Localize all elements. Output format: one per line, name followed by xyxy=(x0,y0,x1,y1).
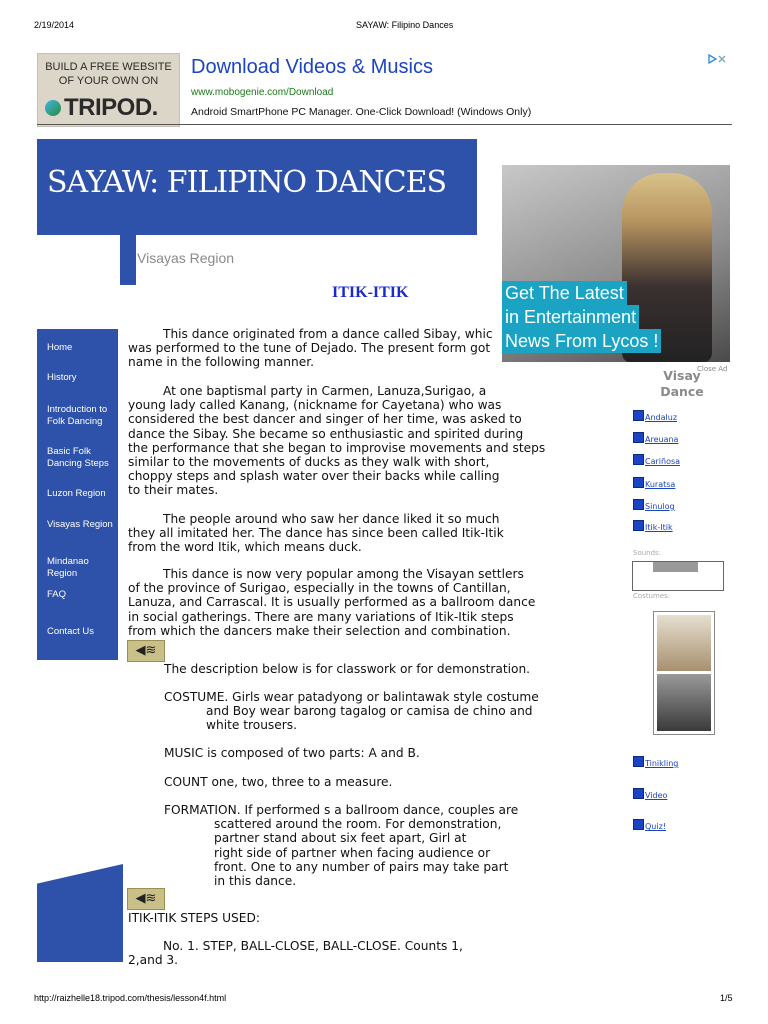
text-line: FORMATION. If performed s a ballroom dance, couples are xyxy=(164,803,519,817)
text-line: similar to the movements of ducks as they walk with short, xyxy=(128,455,490,470)
audio-player[interactable] xyxy=(632,561,724,591)
print-page-number: 1/5 xyxy=(720,993,733,1003)
site-title: SAYAW: FILIPINO DANCES xyxy=(47,165,447,200)
text-line: No. 1. STEP, BALL-CLOSE, BALL-CLOSE. Counts 1, xyxy=(163,939,463,953)
paragraph-popularity xyxy=(128,567,558,638)
text-line: considered the best dancer and singer of her time, was asked to xyxy=(128,412,522,427)
text-line: partner stand about six feet apart, Girl at xyxy=(214,831,467,846)
step-one xyxy=(128,939,558,967)
text-line: 2,and 3. xyxy=(128,953,179,968)
tripod-ad-line1: BUILD A FREE WEBSITE xyxy=(45,61,172,73)
speaker-icon[interactable]: ◀︎≋ xyxy=(127,888,165,910)
print-title: SAYAW: Filipino Dances xyxy=(356,20,454,30)
link-icon xyxy=(633,477,644,488)
link-label: Itik-Itik xyxy=(645,523,673,532)
decorative-corner xyxy=(37,864,123,962)
formation-section xyxy=(164,803,564,888)
link-video[interactable] xyxy=(633,788,667,800)
site-header xyxy=(37,139,477,235)
link-kuratsa[interactable] xyxy=(633,477,675,489)
steps-title: ITIK-ITIK STEPS USED: xyxy=(128,911,260,925)
text-line: in this dance. xyxy=(214,874,297,889)
lycos-ad-line: in Entertainment xyxy=(502,305,639,329)
tripod-ad-line2: OF YOUR OWN ON xyxy=(58,75,159,87)
link-label: Tinikling xyxy=(645,759,679,768)
link-icon xyxy=(633,499,644,510)
link-icon xyxy=(633,432,644,443)
link-sinulog[interactable] xyxy=(633,499,675,511)
text-line: The people around who saw her dance liked it so much xyxy=(163,512,500,526)
link-itik-itik[interactable] xyxy=(633,520,673,532)
tripod-ad-text xyxy=(38,60,179,88)
adchoices-icon[interactable] xyxy=(707,53,727,68)
text-line: At one baptismal party in Carmen, Lanuza,Surigao, a xyxy=(163,384,487,398)
link-icon xyxy=(633,756,644,767)
link-icon xyxy=(633,410,644,421)
text-line: to their mates. xyxy=(128,483,219,498)
ad-description: Android SmartPhone PC Manager. One-Click Download! (Windows Only) xyxy=(191,106,532,118)
link-label: Sinulog xyxy=(645,502,675,511)
text-line: scattered around the room. For demonstration, xyxy=(214,817,502,832)
text-line: they all imitated her. The dance has since been called Itik-Itik xyxy=(128,526,504,541)
print-url: http://raizhelle18.tripod.com/thesis/lesson4f.html xyxy=(34,993,227,1003)
nav-item-mindanao[interactable]: Mindanao Region xyxy=(47,556,89,579)
text-line: This dance is now very popular among the Visayan settlers xyxy=(163,567,524,581)
right-heading-line2: Dance xyxy=(660,384,704,399)
nav-item-basic-steps[interactable]: Basic Folk Dancing Steps xyxy=(47,446,109,469)
link-tinikling[interactable] xyxy=(633,756,678,768)
tripod-logo: TRIPOD. xyxy=(64,94,158,121)
ad-title-link[interactable]: Download Videos & Musics xyxy=(191,56,433,78)
link-label: Video xyxy=(645,791,668,800)
description-note: The description below is for classwork or for demonstration. xyxy=(164,662,531,676)
sounds-label: Sounds: xyxy=(633,549,662,557)
link-icon xyxy=(633,819,644,830)
link-label: Andaluz xyxy=(645,413,678,422)
link-carinosa[interactable] xyxy=(633,454,680,466)
lycos-ad-text xyxy=(502,281,662,353)
lycos-ad[interactable] xyxy=(502,165,730,362)
right-column-heading xyxy=(650,368,714,400)
text-line: was performed to the tune of Dejado. The present form got xyxy=(128,341,491,356)
nav-item-visayas[interactable]: Visayas Region xyxy=(47,519,113,530)
text-line: dance the Sibay. She became so enthusiastic and spirited during xyxy=(128,426,524,441)
text-line: COSTUME. Girls wear patadyong or balintawak style costume xyxy=(164,690,539,704)
link-icon xyxy=(633,454,644,465)
text-line: from the word Itik, which means duck. xyxy=(128,540,362,555)
link-label: Quiz! xyxy=(645,822,666,831)
nav-item-history[interactable]: History xyxy=(47,372,77,383)
sidebar-nav xyxy=(37,329,118,660)
link-label: Cariñosa xyxy=(645,457,681,466)
nav-item-contact[interactable]: Contact Us xyxy=(47,626,94,637)
text-line: of the province of Surigao, especially in the towns of Cantillan, xyxy=(128,581,511,596)
text-line: name in the following manner. xyxy=(128,355,315,370)
music-section: MUSIC is composed of two parts: A and B. xyxy=(164,746,420,760)
text-line: front. One to any number of pairs may take part xyxy=(214,859,509,874)
text-line: the performance that she began to improvise movements and steps xyxy=(128,440,546,455)
link-quiz[interactable] xyxy=(633,819,666,831)
link-icon xyxy=(633,788,644,799)
page-title: ITIK-ITIK xyxy=(332,284,409,301)
link-label: Areuana xyxy=(645,435,679,444)
ad-url[interactable]: www.mobogenie.com/Download xyxy=(191,87,334,98)
header-notch xyxy=(120,235,136,285)
text-line: choppy steps and splash water over their backs while calling xyxy=(128,469,500,484)
paragraph-origin xyxy=(128,327,558,370)
nav-item-faq[interactable]: FAQ xyxy=(47,589,67,600)
paragraph-kanang xyxy=(128,384,558,498)
link-areuana[interactable] xyxy=(633,432,678,444)
region-label: Visayas Region xyxy=(137,250,235,266)
costume-gallery xyxy=(653,611,715,735)
costumes-label: Costumes: xyxy=(633,592,671,600)
costume-photo-barong[interactable] xyxy=(657,615,711,671)
costume-section xyxy=(164,690,564,733)
link-andaluz[interactable] xyxy=(633,410,677,422)
link-icon xyxy=(633,520,644,531)
ad-divider xyxy=(37,124,732,125)
text-line: white trousers. xyxy=(206,718,298,733)
right-heading-line1: Visay xyxy=(663,368,701,383)
tripod-logo-icon xyxy=(45,100,61,116)
text-line: and Boy wear barong tagalog or camisa de chino and xyxy=(206,704,533,719)
text-line: young lady called Kanang, (nickname for Cayetana) who was xyxy=(128,398,502,413)
tripod-ad-banner[interactable] xyxy=(37,53,180,127)
text-line: in social gatherings. There are many variations of Itik-Itik steps xyxy=(128,609,514,624)
lycos-ad-line: News From Lycos ! xyxy=(502,329,661,353)
paragraph-imitation xyxy=(128,512,558,555)
nav-item-introduction[interactable]: Introduction to Folk Dancing xyxy=(47,404,108,427)
audio-player-control[interactable] xyxy=(653,562,698,572)
link-label: Kuratsa xyxy=(645,480,676,489)
print-date: 2/19/2014 xyxy=(34,20,75,30)
text-line: Lanuza, and Carrascal. It is usually performed as a ballroom dance xyxy=(128,595,536,610)
nav-item-home[interactable]: Home xyxy=(47,342,73,353)
speaker-icon[interactable]: ◀︎≋ xyxy=(127,640,165,662)
text-line: from which the dancers make their selection and combination. xyxy=(128,623,511,638)
close-ad-button[interactable]: Close Ad xyxy=(697,365,728,373)
costume-photo-dancers[interactable] xyxy=(657,674,711,731)
text-line: right side of partner when facing audience or xyxy=(214,845,491,860)
text-line: This dance originated from a dance called Sibay, whic xyxy=(163,327,493,341)
lycos-ad-line: Get The Latest xyxy=(502,281,627,305)
nav-item-luzon[interactable]: Luzon Region xyxy=(47,488,106,499)
count-section: COUNT one, two, three to a measure. xyxy=(164,775,393,789)
